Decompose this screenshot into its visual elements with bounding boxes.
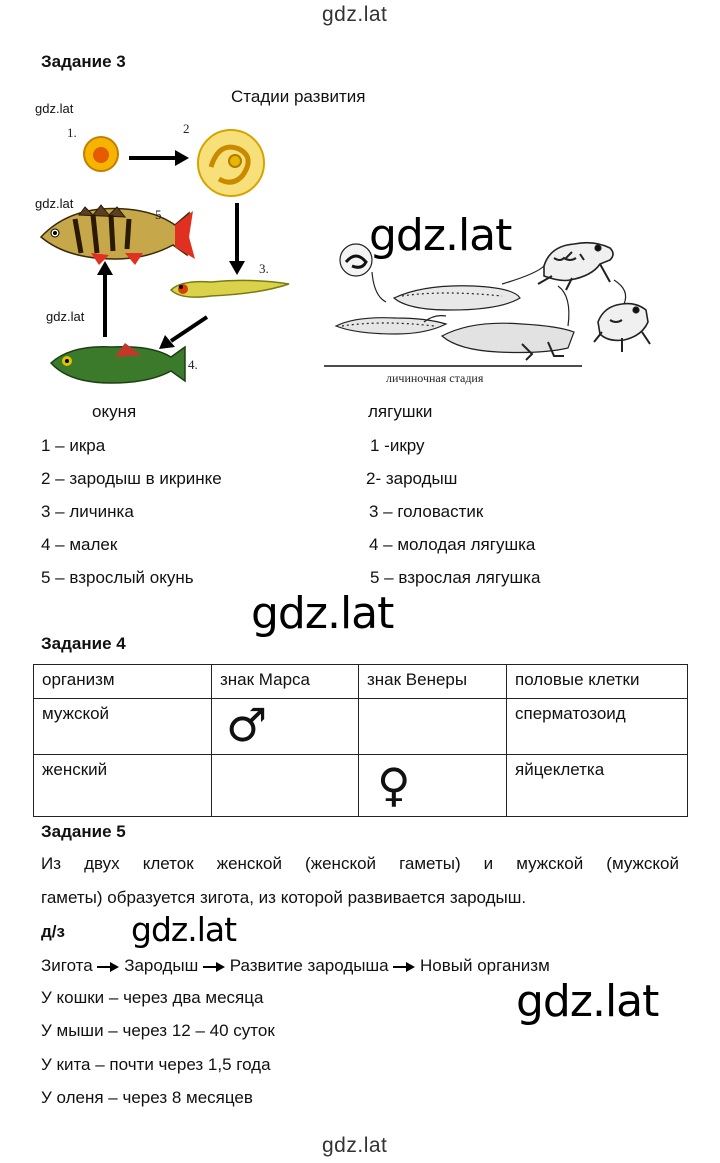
chain-arrow-icon xyxy=(393,961,415,973)
frog-stage-4: 4 – молодая лягушка xyxy=(369,535,536,554)
header-venus-sign: знак Венеры xyxy=(359,665,507,699)
frog-egg-image xyxy=(340,244,372,276)
cell-cells-female: яйцеклетка xyxy=(507,755,688,817)
task5-text-line-2: гаметы) образуется зигота, из которой развивается зародыш. xyxy=(41,888,527,907)
table-header-row xyxy=(34,665,688,699)
perch-fry-image xyxy=(51,343,185,383)
frog-tadpole-image xyxy=(336,318,446,334)
task3-heading: Задание 3 xyxy=(41,52,126,71)
arrow-larva-to-fry xyxy=(159,317,207,349)
watermark-small-3: gdz.lat xyxy=(46,309,85,324)
chain-arrow-icon xyxy=(97,961,119,973)
cell-mars-female xyxy=(212,755,359,817)
perch-number-2: 2 xyxy=(183,121,190,136)
cell-mars-male xyxy=(212,699,359,755)
perch-stage-2: 2 – зародыш в икринке xyxy=(41,469,222,488)
cell-organism-female: женский xyxy=(34,755,212,817)
frog-arrow-1 xyxy=(372,272,386,302)
table-row xyxy=(34,755,688,817)
frog-adult-image-2 xyxy=(594,304,650,352)
perch-larva-image xyxy=(171,280,289,297)
table-row xyxy=(34,699,688,755)
chain-new-organism: Новый организм xyxy=(420,956,550,975)
watermark-small-2: gdz.lat xyxy=(35,196,74,211)
arrow-embryo-to-larva xyxy=(229,203,245,275)
homework-heading: д/з xyxy=(41,922,65,941)
arrow-fry-to-adult xyxy=(97,261,113,337)
gestation-cat: У кошки – через два месяца xyxy=(41,988,264,1007)
chain-zygote: Зигота xyxy=(41,956,93,975)
perch-stage-1: 1 – икра xyxy=(41,436,106,455)
task4-heading: Задание 4 xyxy=(41,634,126,653)
frog-stage-3: 3 – головастик xyxy=(369,502,484,521)
perch-stage-3: 3 – личинка xyxy=(41,502,134,521)
gestation-whale: У кита – почти через 1,5 года xyxy=(41,1055,271,1074)
cell-venus-female xyxy=(359,755,507,817)
cell-organism-male: мужской xyxy=(34,699,212,755)
perch-column-title: окуня xyxy=(92,402,137,421)
cell-cells-male: сперматозоид xyxy=(507,699,688,755)
header-sex-cells: половые клетки xyxy=(507,665,688,699)
perch-number-3: 3. xyxy=(259,261,269,276)
frog-adult-image-1 xyxy=(538,243,613,290)
watermark-big-1: gdz.lat xyxy=(369,210,512,261)
venus-symbol-icon: ♀ xyxy=(377,758,411,812)
perch-adult-image xyxy=(41,205,195,265)
gestation-mouse: У мыши – через 12 – 40 суток xyxy=(41,1021,275,1040)
watermark-small-1: gdz.lat xyxy=(35,101,74,116)
watermark-mid: gdz.lat xyxy=(131,910,237,949)
perch-number-1: 1. xyxy=(67,125,77,140)
frog-stage-2: 2- зародыш xyxy=(366,469,458,488)
frog-arrow-5 xyxy=(614,280,626,304)
development-chain xyxy=(41,956,550,976)
frog-stage-1: 1 -икру xyxy=(370,436,425,455)
perch-stage-4: 4 – малек xyxy=(41,535,118,554)
frog-stage-5: 5 – взрослая лягушка xyxy=(370,568,541,587)
gestation-deer: У оленя – через 8 месяцев xyxy=(41,1088,253,1107)
frog-column-title: лягушки xyxy=(368,402,433,421)
watermark-big-2: gdz.lat xyxy=(251,588,394,639)
header-mars-sign: знак Марса xyxy=(212,665,359,699)
chain-embryo: Зародыш xyxy=(124,956,199,975)
chain-arrow-icon xyxy=(203,961,225,973)
watermark-big-3: gdz.lat xyxy=(516,976,659,1027)
perch-development-diagram xyxy=(35,115,295,390)
watermark-bottom: gdz.lat xyxy=(322,1134,388,1157)
mars-symbol-icon: ♂ xyxy=(226,698,268,752)
perch-egg-image xyxy=(84,137,118,171)
cell-venus-male xyxy=(359,699,507,755)
perch-stage-5: 5 – взрослый окунь xyxy=(41,568,194,587)
task5-text-line-1: Из двух клеток женской (женской гаметы) и мужской (мужской xyxy=(41,854,679,873)
perch-embryo-image xyxy=(198,130,264,196)
arrow-egg-to-embryo xyxy=(129,150,189,166)
perch-number-5: 5. xyxy=(155,207,165,222)
frog-larval-stage-caption: личиночная стадия xyxy=(386,371,484,385)
frog-young-image xyxy=(442,323,574,360)
perch-number-4: 4. xyxy=(188,357,198,372)
watermark-top: gdz.lat xyxy=(322,3,388,26)
frog-arrow-4 xyxy=(558,286,569,326)
task5-heading: Задание 5 xyxy=(41,822,126,841)
frog-embryo-image xyxy=(394,286,520,310)
frog-arrow-2 xyxy=(502,266,544,284)
header-organism: организм xyxy=(34,665,212,699)
chain-embryo-development: Развитие зародыша xyxy=(229,956,389,975)
sex-cells-table xyxy=(33,664,688,817)
task3-title: Стадии развития xyxy=(231,87,366,106)
